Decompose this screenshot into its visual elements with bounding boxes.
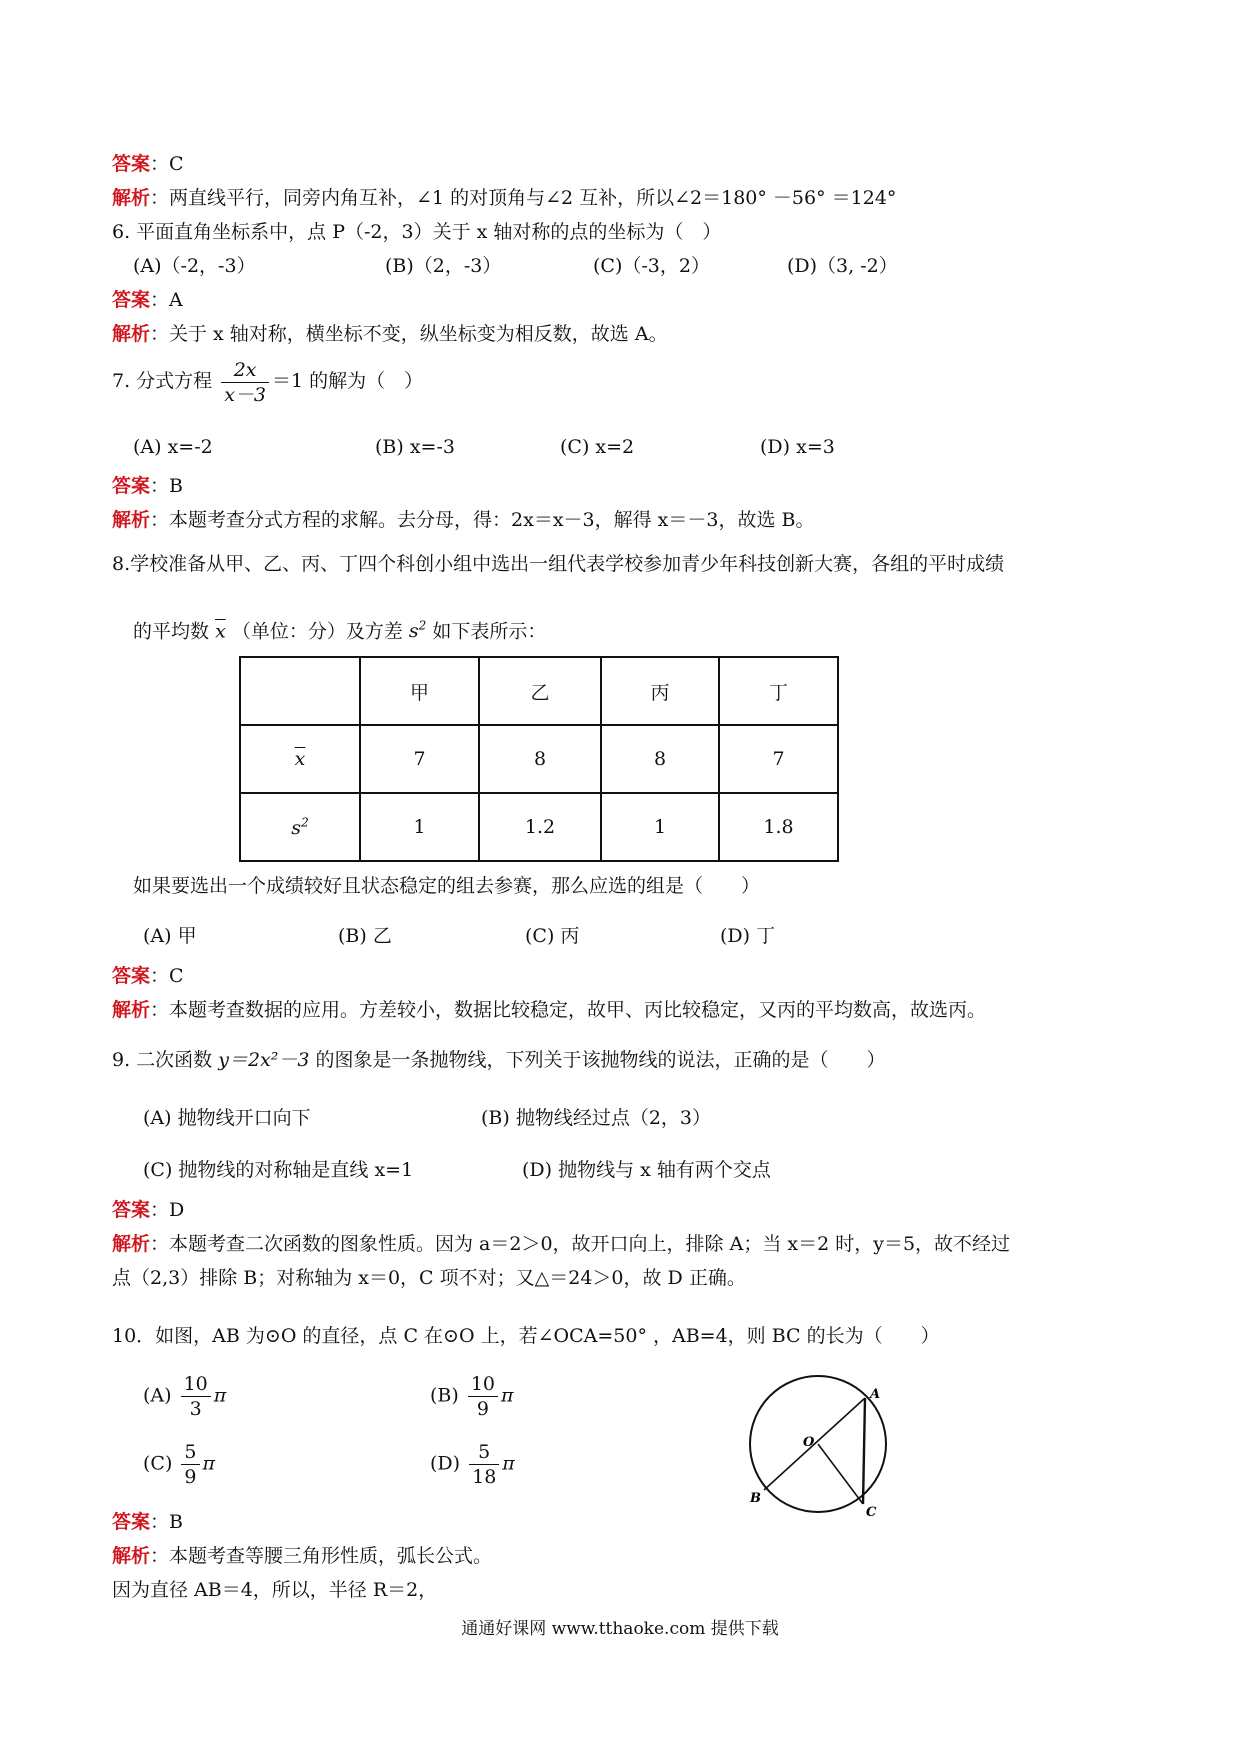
q6-option-d: (D)（3, -2） [787,255,898,277]
q6-option-a: (A)（-2，-3） [133,255,256,277]
q6-answer-line [112,286,183,314]
q10-option-d-frac: $\frac{5}{18}$ [469,1440,499,1489]
q9-stem-prefix: 9. 二次函数 [112,1049,213,1071]
q7-option-b: (B) x=-3 [375,436,455,458]
answer-label: 答案 [112,1511,151,1533]
q10-option-c-label: (C) [143,1452,173,1475]
table-header-ding: 丁 [719,657,838,725]
q7-stem [112,356,423,407]
q10-answer-line [112,1508,183,1536]
q10-option-b-label: (B) [430,1384,459,1407]
q9-stem-suffix: 的图象是一条抛物线，下列关于该抛物线的说法，正确的是（ ） [315,1049,886,1071]
answer-label: 答案 [112,1199,151,1221]
q7-answer-line [112,472,183,500]
q9-analysis-1: ：本题考查二次函数的图象性质。因为 a＝2＞0，故开口向上，排除 A；当 x＝2 时，y＝5，故不经过 [150,1233,1011,1255]
q10-option-a [143,1372,226,1421]
answer-label: 答案 [112,153,151,175]
q10-option-b [430,1372,514,1421]
q8-stem-2 [133,612,546,645]
page-footer: 通通好课网 www.tthaoke.com 提供下载 [461,1619,779,1639]
q7-analysis-line [112,506,814,534]
q9-function: y＝2x²－3 [218,1049,310,1071]
chord-ac [863,1398,865,1504]
q6-option-c: (C)（-3，2） [593,255,710,277]
q7-option-c: (C) x=2 [560,436,635,458]
table-cell: 1 [360,793,479,861]
table-header-row [240,657,838,725]
q8-question: 如果要选出一个成绩较好且状态稳定的组去参赛，那么应选的组是（ ） [133,875,761,897]
table-header-yi: 乙 [479,657,601,725]
q7-stem-suffix: ＝1 的解为（ ） [272,370,424,392]
q8-stem-1: 8.学校准备从甲、乙、丙、丁四个科创小组中选出一组代表学校参加青少年科技创新大赛，各组的平时成绩 [112,553,1005,575]
q10-extra-line: 因为直径 AB＝4，所以，半径 R＝2， [112,1579,438,1601]
q7-answer: ：B [150,475,183,497]
label-o: O [803,1435,815,1450]
label-a: A [870,1387,881,1402]
answer-label: 答案 [112,965,151,987]
analysis-label: 解析 [112,323,151,345]
circle-figure [740,1366,910,1516]
q8-answer: ：C [150,965,184,987]
table-cell: 1.8 [719,793,838,861]
q10-analysis-line [112,1542,492,1570]
q8-stem-2b: （单位：分）及方差 [231,620,403,643]
answer-label: 答案 [112,289,151,311]
q5-answer: ：C [150,153,184,175]
q6-option-b: (B)（2，-3） [385,255,502,277]
pi: π [213,1384,227,1407]
q7-fraction [221,358,269,407]
q7-option-d: (D) x=3 [760,436,835,458]
answer-label: 答案 [112,475,151,497]
q8-s2: $s^2$ [408,619,427,643]
radius-oc [818,1444,863,1504]
q6-answer: ：A [150,289,183,311]
pi: π [502,1452,515,1475]
table-row-variance [240,793,838,861]
analysis-label: 解析 [112,187,151,209]
q10-stem: 10．如图，AB 为⊙O 的直径，点 C 在⊙O 上，若∠OCA=50° ，AB=4，则 BC 的长为（ ） [112,1325,940,1347]
q8-analysis-line [112,996,986,1024]
q7-stem-prefix: 7. 分式方程 [112,370,213,392]
pi: π [501,1384,514,1407]
q10-answer: ：B [150,1511,183,1533]
q10-option-c [143,1440,215,1489]
table-cell: 1 [601,793,719,861]
table-cell: 8 [479,725,601,793]
q10-analysis: ：本题考查等腰三角形性质，弧长公式。 [150,1545,493,1567]
analysis-label: 解析 [112,509,151,531]
analysis-label: 解析 [112,1233,151,1255]
q10-option-c-frac: $\frac{5}{9}$ [181,1440,199,1489]
score-table [239,656,839,862]
q9-option-b: (B) 抛物线经过点（2，3） [481,1107,712,1129]
q9-answer: ：D [150,1199,185,1221]
label-c: C [866,1505,877,1516]
q6-analysis-line [112,320,668,348]
q8-xbar: $\overline{x}$ [215,620,226,643]
table-header-bing: 丙 [601,657,719,725]
q8-option-a: (A) 甲 [143,925,197,947]
q6-analysis: ：关于 x 轴对称，横坐标不变，纵坐标变为相反数，故选 A。 [150,323,668,345]
pi: π [202,1452,216,1475]
q9-analysis-line-2: 点（2,3）排除 B；对称轴为 x＝0，C 项不对；又△＝24＞0，故 D 正确。 [112,1267,746,1289]
q8-analysis: ：本题考查数据的应用。方差较小，数据比较稳定，故甲、丙比较稳定，又丙的平均数高，故选丙。 [150,999,987,1021]
q5-analysis: ：两直线平行，同旁内角互补，∠1 的对顶角与∠2 互补，所以∠2＝180° －56° ＝124° [150,187,897,209]
analysis-label: 解析 [112,1545,151,1567]
q10-option-b-frac: $\frac{10}{9}$ [468,1372,498,1421]
table-header-empty [240,657,360,725]
table-row-mean [240,725,838,793]
table-cell: 1.2 [479,793,601,861]
q9-stem [112,1046,886,1074]
diameter-ab [764,1398,865,1490]
row-label-mean: $\overline{x}$ [240,725,360,793]
q9-answer-line [112,1196,184,1224]
q6-stem: 6. 平面直角坐标系中，点 P（-2，3）关于 x 轴对称的点的坐标为（ ） [112,221,722,243]
table-cell: 7 [719,725,838,793]
q7-option-a: (A) x=-2 [133,436,213,458]
q7-frac-num: 2x [221,358,269,383]
table-cell: 8 [601,725,719,793]
q9-option-c: (C) 抛物线的对称轴是直线 x=1 [143,1159,414,1181]
q9-option-d: (D) 抛物线与 x 轴有两个交点 [522,1159,771,1181]
table-header-jia: 甲 [360,657,479,725]
q8-stem-2c: 如下表所示： [432,620,547,643]
row-label-variance: $s^2$ [240,793,360,861]
q9-option-a: (A) 抛物线开口向下 [143,1107,311,1129]
q10-option-a-label: (A) [143,1384,172,1407]
q8-option-b: (B) 乙 [338,925,392,947]
q10-option-d [430,1440,515,1489]
q8-option-d: (D) 丁 [720,925,776,947]
q8-stem-2a: 的平均数 [133,620,210,643]
q8-answer-line [112,962,184,990]
analysis-label: 解析 [112,999,151,1021]
q7-analysis: ：本题考查分式方程的求解。去分母，得：2x＝x－3，解得 x＝－3，故选 B。 [150,509,815,531]
q10-option-d-label: (D) [430,1452,461,1475]
q9-analysis-line-1 [112,1230,1010,1258]
label-b: B [750,1491,761,1506]
q5-answer-line [112,150,184,178]
q8-option-c: (C) 丙 [525,925,580,947]
q5-analysis-line [112,184,896,212]
table-cell: 7 [360,725,479,793]
q7-frac-den: x－3 [224,383,267,406]
q10-option-a-frac: $\frac{10}{3}$ [181,1372,211,1421]
